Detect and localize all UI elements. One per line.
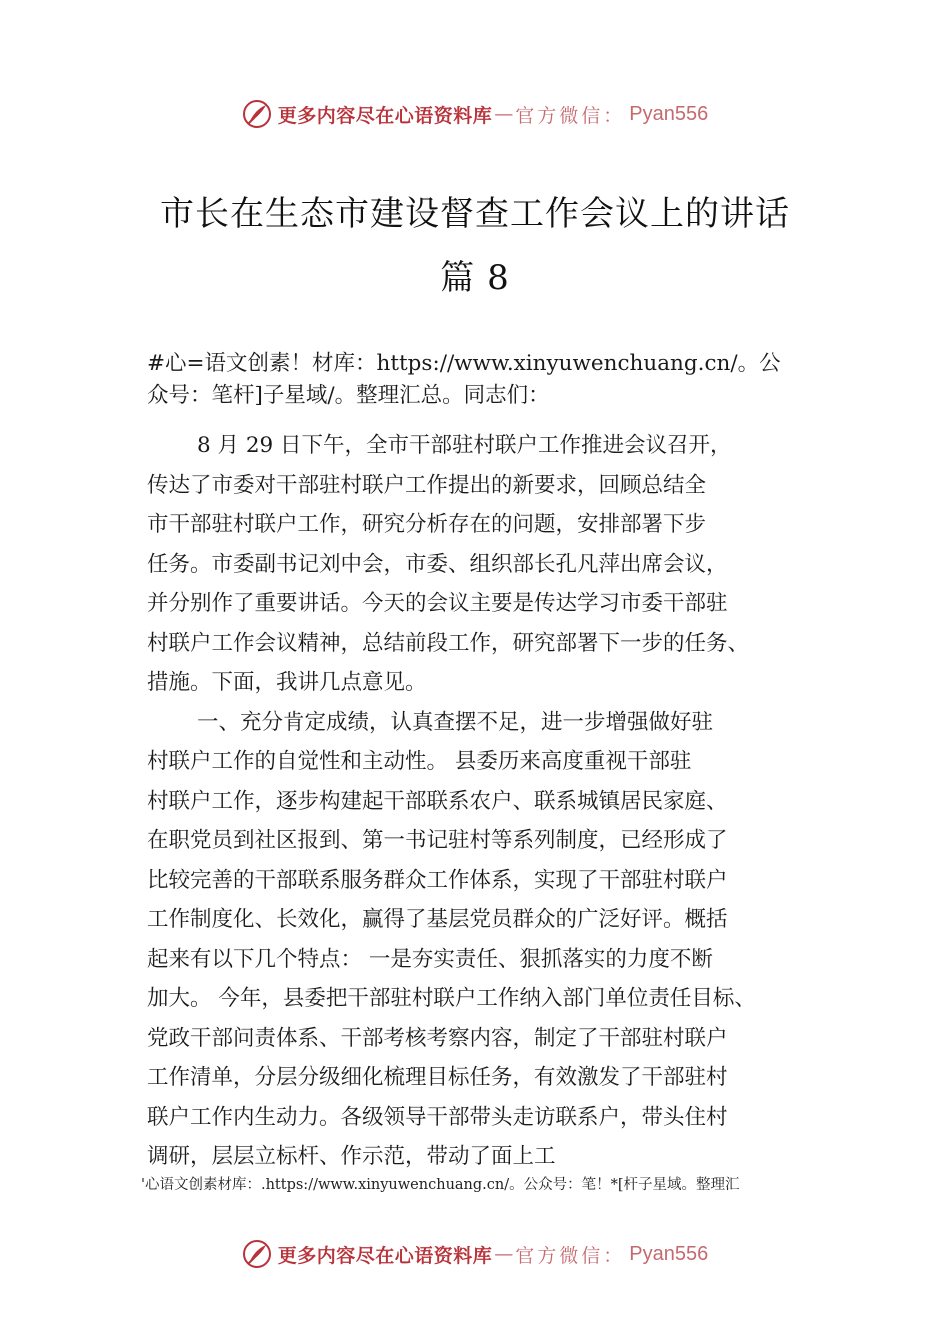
body-line: 并分别作了重要讲话。今天的会议主要是传达学习市委干部驻 [147,591,728,616]
body-line: 起来有以下几个特点： 一是夯实责任、狠抓落实的力度不断 [147,946,713,972]
banner-dash: — [494,1243,514,1265]
body-line: 8 月 29 日下午，全市干部驻村联户工作推进会议召开， [197,433,732,458]
banner-dash: — [494,103,514,125]
footnote-watermark-text: '心语文创素材库：.https://www.xinyuwenchuang.cn/。公众号：笔！*[杆子星域。整理汇 [141,1177,740,1193]
footer-banner [0,1234,950,1274]
body-line: 党政干部问责体系、干部考核考察内容，制定了干部驻村联户 [147,1025,728,1051]
feather-pen-logo-icon [242,99,272,129]
banner-brand-text: 更多内容尽在心语资料库 [277,104,493,127]
body-line: 措施。下面，我讲几点意见。 [147,670,427,695]
body-line: 传达了市委对干部驻村联户工作提出的新要求，回顾总结全 [147,472,707,498]
body-line: 一、充分肯定成绩，认真查摆不足，进一步增强做好驻 [197,709,714,735]
body-line: 村联户工作，逐步构建起干部联系农户、联系城镇居民家庭、 [147,788,728,814]
banner-wechat-id: Pyan556 [629,102,709,125]
banner-official-label: 官方微信： [515,104,626,127]
body-line: 任务。市委副书记刘中会，市委、组织部长孔凡萍出席会议， [147,551,728,577]
document-title-subtitle: 篇 8 [440,258,510,298]
body-line: 村联户工作的自觉性和主动性。 县委历来高度重视干部驻 [147,749,692,774]
body-line: 联户工作内生动力。各级领导干部带头走访联系户，带头住村 [147,1104,728,1130]
body-line: 工作清单，分层分级细化梳理目标任务，有效激发了干部驻村 [147,1065,728,1090]
body-line: #心=语文创素！材库：https://www.xinyuwenchuang.cn/。公 [147,351,781,376]
banner-wechat-id: Pyan556 [629,1242,709,1265]
body-line: 市干部驻村联户工作，研究分析存在的问题，安排部署下步 [147,512,707,537]
banner-brand-text: 更多内容尽在心语资料库 [277,1244,493,1267]
document-title: 市长在生态市建设督查工作会议上的讲话 [160,194,790,234]
body-line: 加大。 今年，县委把干部驻村联户工作纳入部门单位责任目标、 [147,986,756,1011]
header-banner [0,94,950,134]
document-body [147,348,837,1177]
body-line: 在职党员到社区报到、第一书记驻村等系列制度，已经形成了 [147,828,728,853]
feather-pen-logo-icon [242,1239,272,1269]
body-line: 村联户工作会议精神，总结前段工作，研究部署下一步的任务、 [147,630,750,656]
body-line: 工作制度化、长效化，赢得了基层党员群众的广泛好评。概括 [147,907,728,932]
body-line: 众号：笔杆]子星域/。整理汇总。同志们： [147,383,550,408]
body-line: 调研，层层立标杆、作示范，带动了面上工 [147,1144,556,1169]
banner-official-label: 官方微信： [515,1244,626,1267]
body-line: 比较完善的干部联系服务群众工作体系，实现了干部驻村联户 [147,867,728,893]
